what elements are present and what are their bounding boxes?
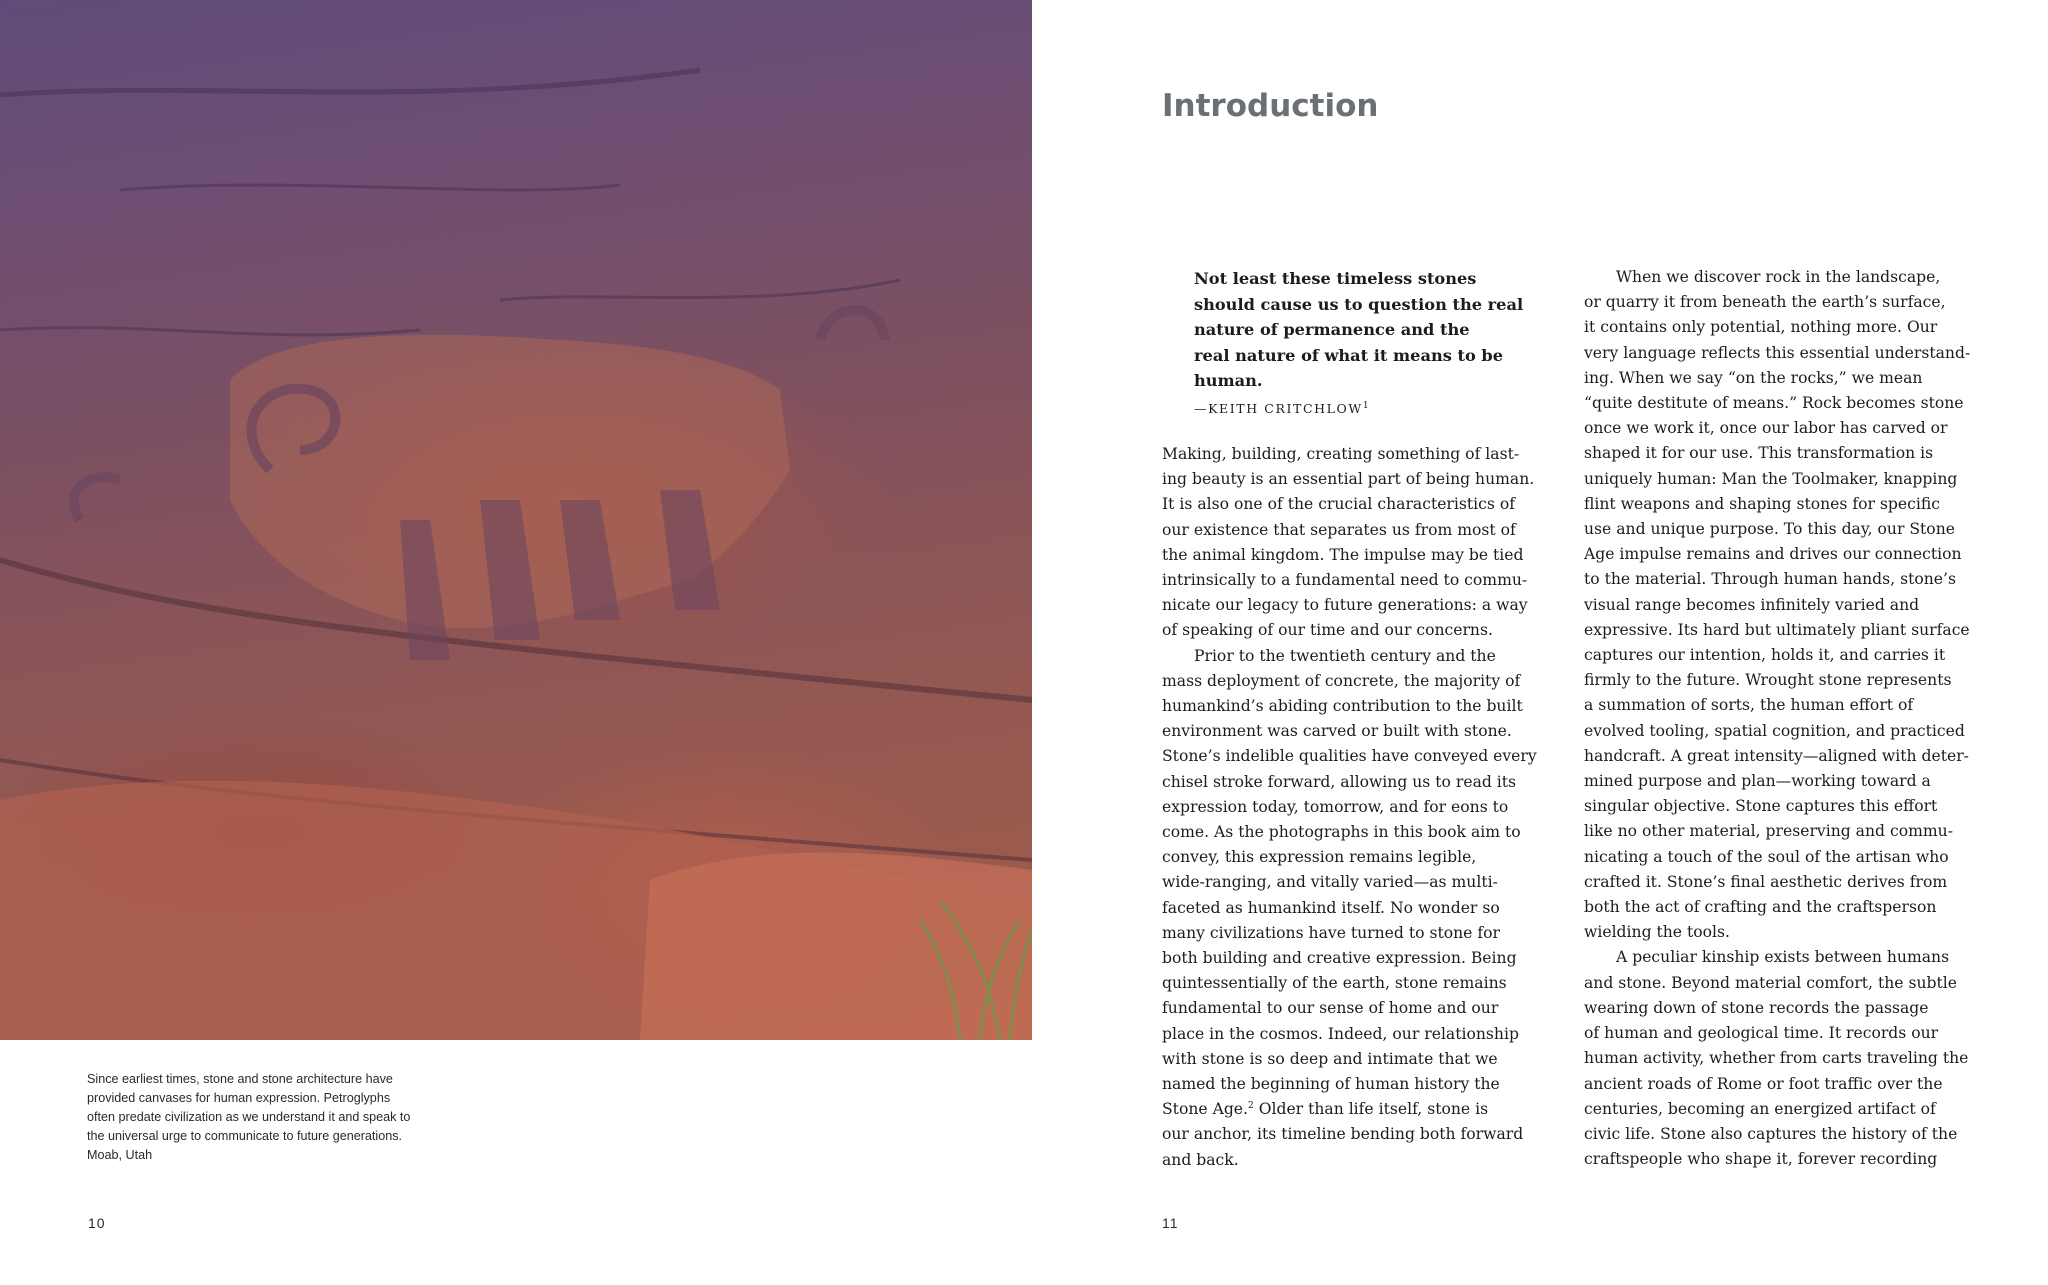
caption-line: the universal urge to communicate to future generations. <box>87 1129 403 1143</box>
epigraph-line: real nature of what it means to be <box>1194 345 1503 365</box>
body-line: faceted as humankind itself. No wonder so <box>1162 898 1500 917</box>
epigraph-attribution <box>1194 396 1534 422</box>
photo-caption <box>87 1070 487 1165</box>
body-line: come. As the photographs in this book aim to <box>1162 823 1521 842</box>
epigraph-line: nature of permanence and the <box>1194 320 1470 339</box>
body-line: it contains only potential, nothing more. Our <box>1584 318 1938 337</box>
body-line: both building and creative expression. Being <box>1162 949 1517 968</box>
body-line: humankind’s abiding contribution to the built <box>1162 697 1523 716</box>
body-line-end: Older than life itself, stone is <box>1253 1100 1489 1119</box>
rock-texture-illustration <box>0 0 1032 1040</box>
body-line: many civilizations have turned to stone for <box>1162 923 1500 942</box>
body-line: A peculiar kinship exists between humans <box>1616 948 1950 967</box>
body-line: civic life. Stone also captures the history of the <box>1584 1124 1958 1143</box>
body-line: shaped it for our use. This transformation is <box>1584 444 1934 463</box>
caption-line: provided canvases for human expression. Petroglyphs <box>87 1091 391 1105</box>
body-line: environment was carved or built with stone. <box>1162 722 1512 741</box>
body-line: intrinsically to a fundamental need to commu- <box>1162 571 1528 590</box>
body-column-left <box>1162 442 1557 1173</box>
body-line: of human and geological time. It records our <box>1584 1024 1939 1043</box>
attribution-name: —KEITH CRITCHLOW <box>1194 400 1363 416</box>
body-column-right <box>1584 265 1979 1172</box>
body-line: Making, building, creating something of last- <box>1162 445 1520 463</box>
body-line: evolved tooling, spatial cognition, and practiced <box>1584 721 1965 740</box>
body-line: Age impulse remains and drives our connection <box>1584 545 1962 564</box>
body-line: to the material. Through human hands, stone’s <box>1584 570 1956 589</box>
body-line: or quarry it from beneath the earth’s surface, <box>1584 293 1946 312</box>
body-line: flint weapons and shaping stones for specific <box>1584 494 1940 513</box>
body-line: wearing down of stone records the passage <box>1584 998 1929 1017</box>
body-line: both the act of crafting and the craftsperson <box>1584 898 1937 917</box>
footnote-marker: 1 <box>1362 400 1371 411</box>
body-line: once we work it, once our labor has carved or <box>1584 419 1948 438</box>
body-line: mined purpose and plan—working toward a <box>1584 772 1931 791</box>
body-line: of speaking of our time and our concerns. <box>1162 621 1493 640</box>
body-line: our anchor, its timeline bending both forward <box>1162 1125 1524 1144</box>
page-number-right: 11 <box>1162 1215 1179 1231</box>
body-line: expression today, tomorrow, and for eons to <box>1162 797 1509 816</box>
body-line: use and unique purpose. To this day, our Stone <box>1584 520 1955 539</box>
body-line: ing. When we say “on the rocks,” we mean <box>1584 368 1923 387</box>
page-number-left: 10 <box>88 1215 106 1231</box>
body-line: uniquely human: Man the Toolmaker, knapping <box>1584 469 1958 488</box>
body-line: crafted it. Stone’s final aesthetic derives from <box>1584 872 1948 891</box>
body-line: place in the cosmos. Indeed, our relationship <box>1162 1024 1519 1043</box>
body-line: wide-ranging, and vitally varied—as multi- <box>1162 873 1498 892</box>
body-line: visual range becomes infinitely varied and <box>1584 595 1920 614</box>
body-line: like no other material, preserving and commu- <box>1584 822 1953 841</box>
epigraph-line: should cause us to question the real <box>1194 294 1524 314</box>
body-line: mass deployment of concrete, the majority of <box>1162 671 1521 690</box>
body-line: “quite destitute of means.” Rock becomes stone <box>1584 394 1964 413</box>
body-line: wielding the tools. <box>1584 923 1730 942</box>
body-line: craftspeople who shape it, forever recording <box>1584 1150 1938 1169</box>
epigraph-line: human. <box>1194 371 1263 390</box>
body-line: nicating a touch of the soul of the artisan who <box>1584 847 1949 866</box>
body-line: firmly to the future. Wrought stone represents <box>1584 671 1952 690</box>
body-line: Stone’s indelible qualities have conveyed every <box>1162 747 1537 766</box>
body-line: convey, this expression remains legible, <box>1162 848 1477 867</box>
body-line: It is also one of the crucial characteristics of <box>1162 495 1515 514</box>
body-line: fundamental to our sense of home and our <box>1162 999 1499 1018</box>
body-line: our existence that separates us from most of <box>1162 520 1516 539</box>
body-line: quintessentially of the earth, stone remains <box>1162 974 1507 993</box>
caption-line: often predate civilization as we understand it and speak to <box>87 1110 411 1124</box>
body-line: Prior to the twentieth century and the <box>1194 646 1496 665</box>
body-line: captures our intention, holds it, and carries it <box>1584 646 1946 665</box>
caption-line: Since earliest times, stone and stone architecture have <box>87 1072 393 1086</box>
body-line: centuries, becoming an energized artifact of <box>1584 1099 1936 1118</box>
body-line: expressive. Its hard but ultimately pliant surface <box>1584 620 1970 639</box>
body-line: nicate our legacy to future generations: a way <box>1162 596 1528 615</box>
body-line: human activity, whether from carts traveling the <box>1584 1049 1969 1068</box>
body-line: ancient roads of Rome or foot traffic over the <box>1584 1074 1943 1093</box>
body-line: and stone. Beyond material comfort, the subtle <box>1584 973 1957 992</box>
body-line: When we discover rock in the landscape, <box>1616 268 1941 286</box>
body-line: named the beginning of human history the <box>1162 1075 1500 1094</box>
epigraph-quote <box>1194 266 1534 421</box>
body-line: handcraft. A great intensity—aligned with deter- <box>1584 746 1969 765</box>
body-line: ing beauty is an essential part of being human. <box>1162 470 1535 489</box>
body-line: very language reflects this essential understand- <box>1584 343 1971 362</box>
body-line <box>1162 1097 1557 1122</box>
footnote-marker: 2 <box>1248 1101 1254 1112</box>
page-title: Introduction <box>1162 88 1379 124</box>
body-line: the animal kingdom. The impulse may be tied <box>1162 545 1524 564</box>
epigraph-line: Not least these timeless stones <box>1194 269 1477 288</box>
body-line-start: Stone Age. <box>1162 1100 1248 1119</box>
caption-line: Moab, Utah <box>87 1148 153 1162</box>
body-line: singular objective. Stone captures this effort <box>1584 797 1938 816</box>
body-line: and back. <box>1162 1150 1239 1169</box>
petroglyph-photo <box>0 0 1032 1040</box>
body-line: with stone is so deep and intimate that we <box>1162 1049 1498 1068</box>
body-line: a summation of sorts, the human effort of <box>1584 696 1914 715</box>
body-line: chisel stroke forward, allowing us to read its <box>1162 772 1517 791</box>
